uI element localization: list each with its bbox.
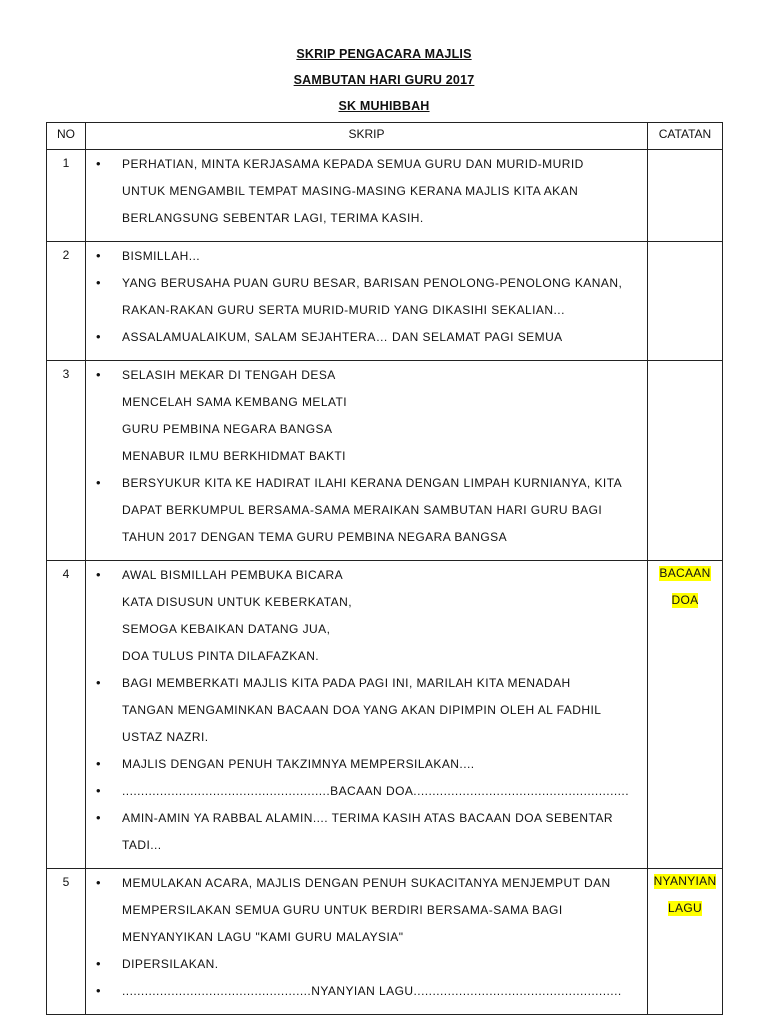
bullet-line: • .......................................................BACAAN DOA.........................................................: [94, 783, 643, 810]
script-line: USTAZ NAZRI.: [122, 730, 209, 744]
title-line-1: SKRIP PENGACARA MAJLIS: [296, 47, 472, 61]
row-number: 5: [47, 869, 86, 1015]
script-line: DOA TULUS PINTA DILAFAZKAN.: [122, 649, 320, 663]
highlighted-note: NYANYIAN: [653, 874, 717, 888]
script-cell: [86, 869, 648, 1015]
table-header-row: [47, 123, 723, 150]
bullet-line: • ASSALAMUALAIKUM, SALAM SEJAHTERA… DAN SELAMAT PAGI SEMUA: [94, 329, 643, 356]
bullet-line: • MEMULAKAN ACARA, MAJLIS DENGAN PENUH SUKACITANYA MENJEMPUT DAN: [94, 875, 643, 902]
table-row: [47, 869, 723, 1015]
note-line: [648, 873, 722, 900]
script-line: SEMOGA KEBAIKAN DATANG JUA,: [122, 622, 331, 636]
script-line: KATA DISUSUN UNTUK KEBERKATAN,: [122, 595, 352, 609]
bullet-line: • BISMILLAH...: [94, 248, 643, 275]
script-cell: [86, 361, 648, 561]
script-line: TAHUN 2017 DENGAN TEMA GURU PEMBINA NEGARA BANGSA: [122, 530, 508, 544]
note-line: [648, 565, 722, 592]
bullet-line: • AWAL BISMILLAH PEMBUKA BICARA: [94, 567, 643, 594]
bullet-line: • AMIN-AMIN YA RABBAL ALAMIN.... TERIMA KASIH ATAS BACAAN DOA SEBENTAR: [94, 810, 643, 837]
script-line: UNTUK MENGAMBIL TEMPAT MASING-MASING KERANA MAJLIS KITA AKAN: [122, 184, 579, 198]
script-table: [46, 122, 723, 1015]
row-number: 3: [47, 361, 86, 561]
script-cell: [86, 242, 648, 361]
script-line: TANGAN MENGAMINKAN BACAAN DOA YANG AKAN DIPIMPIN OLEH AL FADHIL: [122, 703, 602, 717]
bullet-line: • SELASIH MEKAR DI TENGAH DESA: [94, 367, 643, 394]
script-line: MENYANYIKAN LAGU "KAMI GURU MALAYSIA": [122, 930, 404, 944]
script-cell: [86, 150, 648, 242]
bullet-line: • BERSYUKUR KITA KE HADIRAT ILAHI KERANA DENGAN LIMPAH KURNIANYA, KITA: [94, 475, 643, 502]
script-line: GURU PEMBINA NEGARA BANGSA: [122, 422, 333, 436]
table-body: [47, 150, 723, 1015]
highlighted-note: BACAAN: [659, 566, 711, 580]
highlighted-note: DOA: [671, 593, 699, 607]
table-row: [47, 150, 723, 242]
note-cell: [648, 561, 723, 869]
script-line: BERLANGSUNG SEBENTAR LAGI, TERIMA KASIH.: [122, 211, 424, 225]
table-row: [47, 561, 723, 869]
script-line: MEMPERSILAKAN SEMUA GURU UNTUK BERDIRI BERSAMA-SAMA BAGI: [122, 903, 563, 917]
header-skrip: SKRIP: [86, 123, 648, 150]
document-titles: [0, 44, 768, 122]
bullet-line: • MAJLIS DENGAN PENUH TAKZIMNYA MEMPERSILAKAN....: [94, 756, 643, 783]
bullet-line: • PERHATIAN, MINTA KERJASAMA KEPADA SEMUA GURU DAN MURID-MURID: [94, 156, 643, 183]
script-cell: [86, 561, 648, 869]
note-cell: [648, 150, 723, 242]
script-line: RAKAN-RAKAN GURU SERTA MURID-MURID YANG DIKASIHI SEKALIAN...: [122, 303, 565, 317]
bullet-line: • YANG BERUSAHA PUAN GURU BESAR, BARISAN PENOLONG-PENOLONG KANAN,: [94, 275, 643, 302]
bullet-line: • BAGI MEMBERKATI MAJLIS KITA PADA PAGI INI, MARILAH KITA MENADAH: [94, 675, 643, 702]
note-cell: [648, 242, 723, 361]
script-line: MENABUR ILMU BERKHIDMAT BAKTI: [122, 449, 346, 463]
row-number: 2: [47, 242, 86, 361]
script-line: TADI...: [122, 838, 162, 852]
title-line-2: SAMBUTAN HARI GURU 2017: [293, 73, 475, 87]
header-no: NO: [47, 123, 86, 150]
script-line: DAPAT BERKUMPUL BERSAMA-SAMA MERAIKAN SAMBUTAN HARI GURU BAGI: [122, 503, 603, 517]
note-cell: [648, 361, 723, 561]
row-number: 1: [47, 150, 86, 242]
note-cell: [648, 869, 723, 1015]
table-row: [47, 361, 723, 561]
highlighted-note: LAGU: [668, 901, 702, 915]
bullet-line: • ..................................................NYANYIAN LAGU.......................................................: [94, 983, 643, 1010]
table-row: [47, 242, 723, 361]
bullet-line: • DIPERSILAKAN.: [94, 956, 643, 983]
note-line: [648, 592, 722, 619]
script-line: MENCELAH SAMA KEMBANG MELATI: [122, 395, 348, 409]
title-line-3: SK MUHIBBAH: [338, 99, 430, 113]
row-number: 4: [47, 561, 86, 869]
note-line: [648, 900, 722, 927]
header-catatan: CATATAN: [648, 123, 723, 150]
